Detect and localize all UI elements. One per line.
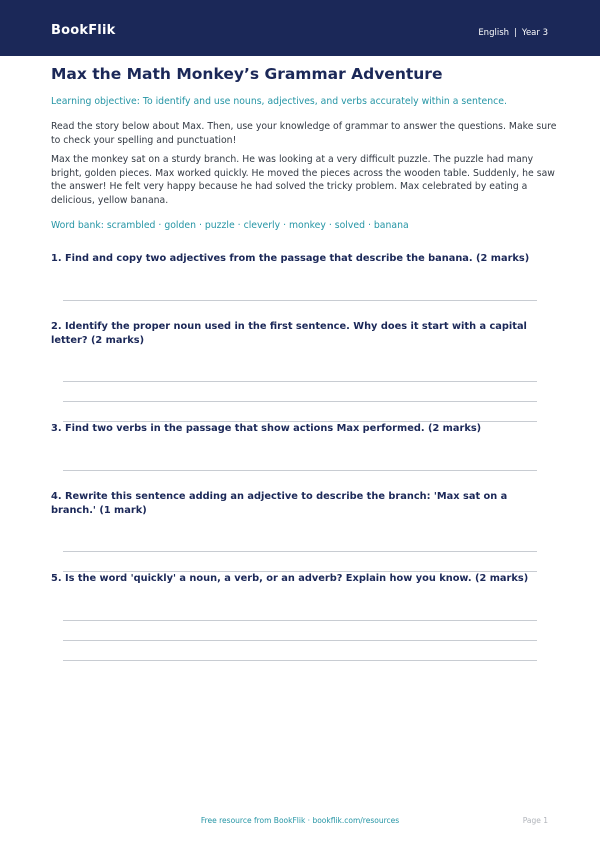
breadcrumb xyxy=(478,28,548,38)
answer-line[interactable] xyxy=(63,470,537,471)
footer-resource-link[interactable]: Free resource from BookFlik · bookflik.com/resources xyxy=(200,816,400,825)
question-4: 4. Rewrite this sentence adding an adjective to describe the branch: 'Max sat on a branch.' (1 mark) xyxy=(51,491,508,516)
question-3: 3. Find two verbs in the passage that show actions Max performed. (2 marks) xyxy=(51,423,482,434)
breadcrumb-year[interactable]: Year 3 xyxy=(521,28,548,38)
worksheet-title: Max the Math Monkey’s Grammar Adventure xyxy=(51,65,443,83)
brand-logo[interactable]: BookFlik xyxy=(51,23,116,38)
breadcrumb-separator: | xyxy=(514,28,517,38)
answer-line[interactable] xyxy=(63,381,537,382)
page-number: Page 1 xyxy=(522,816,548,825)
answer-line[interactable] xyxy=(63,660,537,661)
question-5: 5. Is the word 'quickly' a noun, a verb, or an adverb? Explain how you know. (2 marks) xyxy=(51,573,529,584)
story-passage: Max the monkey sat on a sturdy branch. He was looking at a very difficult puzzle. The puzzle had many bright, golden pieces. Max worked quickly. He moved the pieces across the wooden table. Suddenly, he saw the answer! He felt very happy because he had solved the tricky problem. Max celebrated by eating a delicious, yellow banana. xyxy=(51,154,555,206)
breadcrumb-subject[interactable]: English xyxy=(478,28,510,38)
answer-line[interactable] xyxy=(63,551,537,552)
answer-line[interactable] xyxy=(63,620,537,621)
question-2: 2. Identify the proper noun used in the first sentence. Why does it start with a capital letter? (2 marks) xyxy=(51,321,527,346)
instructions-text: Read the story below about Max. Then, use your knowledge of grammar to answer the questions. Make sure to check your spelling and punctuation! xyxy=(51,121,557,146)
answer-line[interactable] xyxy=(63,300,537,301)
header-bar xyxy=(0,0,600,56)
learning-objective: Learning objective: To identify and use nouns, adjectives, and verbs accurately within a sentence. xyxy=(51,96,507,107)
question-1: 1. Find and copy two adjectives from the passage that describe the banana. (2 marks) xyxy=(51,253,530,264)
word-bank: Word bank: scrambled · golden · puzzle · cleverly · monkey · solved · banana xyxy=(51,220,409,231)
answer-line[interactable] xyxy=(63,640,537,641)
answer-line[interactable] xyxy=(63,401,537,402)
